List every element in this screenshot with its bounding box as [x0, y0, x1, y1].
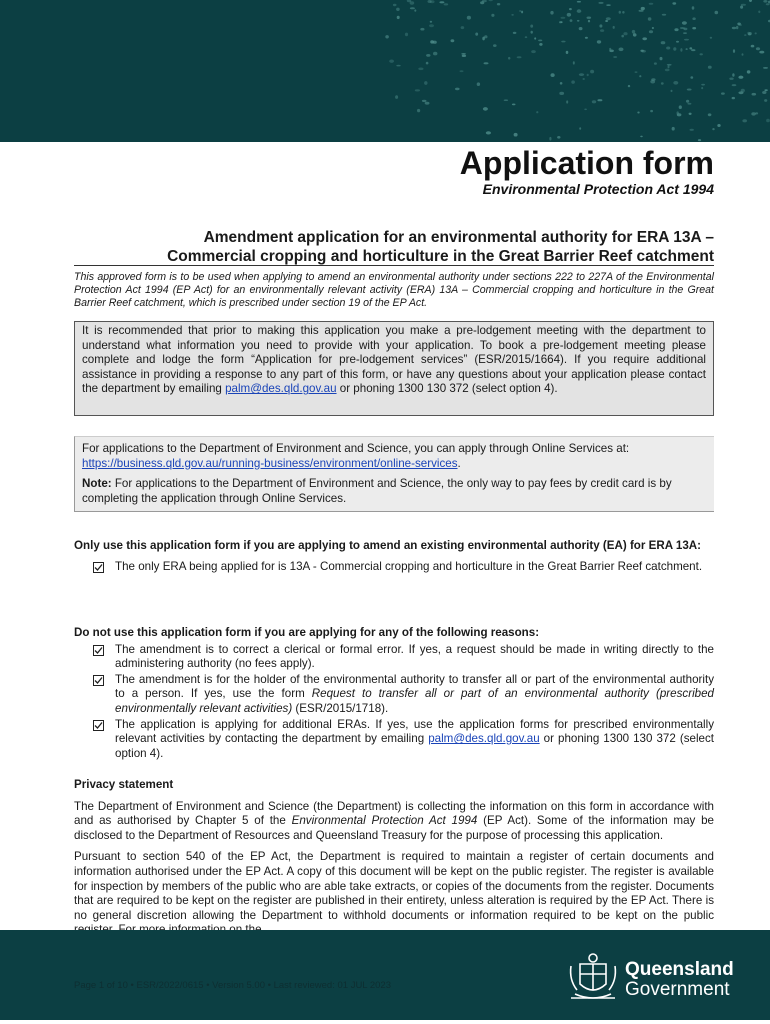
decorative-dot — [587, 74, 589, 76]
decorative-dot — [692, 17, 695, 20]
online-services-text: For applications to the Department of Environment and Science, you can apply through Online Services at: — [82, 442, 630, 455]
bottom-strip — [0, 1020, 770, 1024]
decorative-dot — [738, 91, 743, 94]
decorative-dot — [687, 103, 691, 105]
decorative-dot — [744, 34, 746, 36]
decorative-dot — [429, 24, 434, 27]
decorative-dot — [708, 66, 712, 69]
decorative-dot — [672, 2, 676, 4]
decorative-dot — [417, 109, 420, 112]
prelodgement-info-box — [74, 321, 714, 416]
decorative-dot — [430, 40, 434, 43]
decorative-dot — [405, 33, 408, 37]
decorative-dot — [577, 20, 580, 22]
decorative-dot — [475, 33, 478, 36]
decorative-dot — [673, 81, 678, 85]
decorative-dot — [650, 80, 655, 84]
decorative-dot — [635, 71, 638, 73]
do-not-use-item-text-end: (ESR/2015/1718). — [292, 701, 389, 715]
do-not-use-item-text: The application is applying for additional ERAs. If yes, use the application forms for prescribed environmentally relevant activities by contacting the department by emailing — [115, 717, 714, 746]
decorative-dot — [577, 1, 581, 3]
decorative-dot — [410, 7, 415, 9]
online-services-box — [74, 436, 714, 512]
decorative-dot — [619, 48, 624, 52]
decorative-dot — [433, 52, 437, 56]
decorative-dot — [579, 27, 583, 30]
decorative-dot — [425, 102, 430, 105]
decorative-dot — [531, 31, 533, 34]
decorative-dot — [418, 68, 423, 71]
decorative-dot — [583, 78, 585, 80]
prelodgement-text: It is recommended that prior to making this application you make a pre-lodgement meeting with the department to understand what information you need to provide with your application. To book a pre-lodgement meeting please complete and lodge the form “Application for pre-lodgement services” (ESR/2015/1664). If you require additional assistance in providing a response to any part of this form, or have any questions about your application please contact the department by emailing — [82, 324, 706, 396]
decorative-dot — [715, 11, 719, 15]
privacy-section — [74, 778, 714, 938]
decorative-dot — [585, 37, 588, 39]
logo-text-government: Government — [625, 979, 730, 1000]
privacy-text: The Department of Environment and Science (the Department) is collecting the information on this form in accordance with and as authorised by Chapter 5 of the — [74, 799, 714, 828]
checked-box-icon — [93, 645, 104, 656]
decorative-dot — [701, 84, 705, 86]
decorative-dot — [428, 0, 432, 3]
decorative-dot — [732, 27, 736, 29]
decorative-dot — [491, 14, 494, 17]
decorative-dot — [674, 28, 678, 31]
decorative-dot — [420, 28, 424, 31]
decorative-dot — [486, 131, 491, 134]
decorative-dot — [606, 17, 611, 20]
decorative-dot — [477, 82, 480, 86]
decorative-dot — [414, 9, 416, 11]
decorative-dot — [424, 81, 427, 85]
coat-of-arms-icon — [565, 950, 621, 1006]
decorative-dot — [747, 70, 751, 73]
decorative-dot — [640, 136, 643, 138]
decorative-dot — [534, 37, 536, 39]
decorative-dot — [426, 54, 430, 57]
decorative-dot — [539, 43, 542, 46]
decorative-dot — [758, 11, 760, 14]
decorative-dot — [444, 3, 449, 5]
note-text: For applications to the Department of Environment and Science, the only way to pay fees by credit card is by completing the application through Online Services. — [82, 477, 672, 505]
decorative-dot — [700, 53, 703, 55]
decorative-dot — [749, 0, 752, 2]
decorative-dot — [584, 109, 587, 111]
decorative-dot — [430, 21, 432, 23]
decorative-dot — [451, 39, 455, 42]
privacy-paragraph-2: Pursuant to section 540 of the EP Act, the Department is required to maintain a register of certain documents and information authorised under the EP Act. A copy of this document will be kept on the public register. The register is available for inspection by members of the public who are able take extracts, or copies of the documents from the register. Documents that are required to be kept on the register are published in their entirety, unless alteration is required by the EP Act. There is no general discretion allowing the Department to withhold documents or information required to be kept on the public — [74, 850, 714, 922]
decorative-dot — [639, 75, 641, 77]
decorative-dot — [641, 7, 645, 10]
decorative-dot — [721, 92, 725, 94]
do-not-use-item-text: The amendment is to correct a clerical or formal error. If yes, a request should be made in writing directly to the administering authority (no fees apply). — [115, 642, 714, 671]
decorative-dot — [482, 37, 485, 41]
decorative-dot — [648, 17, 652, 20]
decorative-dot — [639, 10, 644, 12]
decorative-dot — [751, 112, 756, 115]
decorative-dot — [672, 127, 675, 131]
do-not-use-item-text-end: or phoning 1300 130 372 (select option 4). — [115, 732, 714, 760]
decorative-dot — [755, 32, 757, 34]
decorative-dot — [736, 26, 738, 30]
decorative-dot — [740, 6, 743, 9]
decorative-dot — [710, 37, 712, 39]
header-banner — [0, 0, 770, 142]
checked-box-icon — [93, 720, 104, 731]
decorative-dot — [561, 17, 566, 19]
decorative-dot — [519, 10, 521, 12]
decorative-dot — [597, 40, 601, 43]
decorative-dot — [559, 92, 564, 95]
do-not-use-item — [74, 718, 714, 762]
decorative-dot — [649, 3, 654, 5]
decorative-dot — [633, 33, 637, 36]
do-not-use-heading: Do not use this application form if you are applying for any of the following reasons: — [74, 626, 540, 639]
decorative-dot — [493, 44, 497, 47]
checked-box-icon — [93, 562, 104, 573]
decorative-dot — [613, 56, 617, 58]
decorative-dot — [682, 21, 687, 24]
decorative-dot — [560, 21, 562, 23]
decorative-dot — [733, 49, 735, 53]
decorative-dot — [689, 113, 692, 115]
decorative-dot — [766, 3, 770, 5]
decorative-dot — [536, 111, 538, 113]
heading-divider — [74, 265, 714, 266]
decorative-dot — [531, 50, 536, 53]
decorative-dot — [687, 89, 692, 91]
decorative-dot — [567, 13, 571, 17]
decorative-dot — [484, 62, 489, 64]
intro-text: This approved form is to be used when applying to amend an environmental authority under sections 222 to 227A of the Environmental Protection Act 1994 (EP Act) for an environmentally relevant activity (ERA) 13A – Commercial cropping and horticulture in the Great Barrier Reef catchment, which is prescribed under section 19 of the EP Act. — [74, 271, 714, 309]
decorative-dot — [742, 119, 747, 122]
decorative-dot — [732, 73, 734, 77]
online-services-link[interactable]: https://business.qld.gov.au/running-business/environment/online-services — [82, 456, 458, 470]
decorative-dot — [557, 136, 560, 139]
decorative-dot — [530, 25, 533, 28]
decorative-dot — [460, 70, 464, 72]
decorative-dot — [763, 67, 768, 69]
decorative-dot — [560, 82, 563, 85]
decorative-dot — [729, 78, 733, 80]
do-not-use-section — [74, 626, 714, 761]
decorative-dot — [654, 62, 657, 64]
decorative-dot — [717, 124, 720, 127]
privacy-paragraph — [74, 800, 714, 844]
decorative-dot — [671, 90, 673, 92]
decorative-dot — [517, 56, 522, 58]
do-not-use-item — [74, 643, 714, 672]
decorative-dot — [590, 70, 594, 74]
decorative-dot — [514, 133, 518, 137]
logo-text-queensland: Queensland — [625, 959, 734, 980]
only-use-item-text: The only ERA being applied for is 13A - Commercial cropping and horticulture in the Great Barrier Reef catchment. — [115, 559, 703, 573]
decorative-dot — [683, 32, 687, 34]
decorative-dot — [439, 1, 444, 3]
decorative-dot — [650, 110, 653, 112]
decorative-dot — [566, 100, 568, 103]
decorative-dot — [665, 69, 670, 72]
decorative-dot — [385, 35, 389, 38]
decorative-dot — [666, 47, 670, 50]
decorative-dot — [759, 51, 764, 54]
decorative-dot — [677, 113, 682, 116]
decorative-dot — [483, 107, 488, 111]
url-suffix: . — [457, 456, 461, 470]
decorative-dot — [738, 24, 742, 26]
decorative-dot — [569, 8, 572, 10]
decorative-dot — [748, 33, 751, 35]
decorative-dot — [691, 49, 695, 51]
decorative-dot — [573, 61, 575, 64]
decorative-dot — [732, 84, 737, 86]
decorative-dot — [597, 99, 602, 101]
decorative-dot — [673, 47, 676, 50]
decorative-dot — [628, 85, 630, 87]
decorative-dot — [684, 39, 689, 41]
decorative-dot — [632, 30, 635, 34]
decorative-dot — [606, 4, 611, 6]
decorative-dot — [571, 80, 575, 83]
decorative-dot — [756, 47, 760, 50]
decorative-dot — [579, 127, 581, 130]
only-use-item — [74, 560, 714, 575]
decorative-dot — [415, 89, 420, 91]
decorative-dot — [661, 82, 664, 84]
decorative-dot — [613, 26, 615, 29]
decorative-dot — [637, 112, 639, 114]
only-use-section — [74, 539, 714, 574]
decorative-dot — [570, 19, 573, 22]
decorative-dot — [751, 45, 755, 48]
decorative-dot — [525, 36, 528, 38]
decorative-dot — [577, 9, 582, 13]
decorative-dot — [521, 11, 523, 14]
decorative-dot — [508, 57, 510, 60]
decorative-dot — [701, 87, 703, 89]
decorative-dot — [393, 4, 397, 6]
decorative-dot — [660, 57, 663, 60]
act-subtitle: Environmental Protection Act 1994 — [482, 181, 714, 197]
page-title: Application form — [459, 145, 714, 181]
decorative-dot — [686, 48, 688, 50]
decorative-dot — [738, 76, 743, 79]
decorative-dot — [621, 35, 624, 38]
decorative-dot — [692, 6, 695, 9]
decorative-dot — [766, 119, 770, 123]
decorative-dot — [732, 97, 735, 99]
privacy-heading: Privacy statement — [74, 778, 174, 791]
decorative-dot — [513, 32, 517, 34]
decorative-dot — [668, 66, 670, 69]
decorative-dot — [649, 30, 653, 33]
checked-box-icon — [93, 675, 104, 686]
decorative-dot — [642, 37, 647, 40]
decorative-dot — [676, 41, 679, 43]
decorative-dot — [762, 91, 766, 94]
decorative-dot — [641, 50, 646, 53]
decorative-dot — [549, 137, 551, 141]
decorative-dot — [497, 3, 500, 5]
decorative-dot — [467, 16, 471, 20]
do-not-use-item — [74, 673, 714, 717]
form-heading-line2: Commercial cropping and horticulture in the Great Barrier Reef catchment — [167, 248, 714, 265]
decorative-dot — [550, 11, 553, 15]
decorative-dot — [690, 76, 693, 79]
queensland-government-logo — [565, 950, 734, 1005]
prelodgement-text-end: or phoning 1300 130 372 (select option 4). — [336, 382, 558, 396]
title-block — [460, 145, 714, 197]
page-info: Page 1 of 10 • ESR/2022/0615 • Version 5.00 • Last reviewed: 01 JUL 2023 — [74, 980, 392, 991]
act-name-italic: Environmental Protection Act 1994 — [291, 814, 478, 828]
decorative-dot — [609, 50, 614, 53]
decorative-dot — [764, 99, 767, 102]
decorative-dot — [698, 139, 701, 141]
decorative-dot — [622, 11, 624, 14]
decorative-dot — [396, 8, 400, 11]
decorative-dot — [504, 99, 508, 101]
decorative-dot — [692, 27, 696, 29]
decorative-dot — [396, 65, 400, 67]
decorative-dot — [512, 104, 516, 106]
decorative-dot — [426, 62, 429, 65]
decorative-dot — [742, 53, 744, 56]
decorative-dot — [397, 16, 400, 19]
decorative-dot — [679, 105, 682, 109]
decorative-dot — [455, 88, 460, 91]
decorative-dot — [511, 14, 514, 16]
decorative-dot — [662, 14, 666, 16]
decorative-dot — [667, 64, 672, 66]
email-link[interactable]: palm@des.qld.gov.au — [428, 732, 540, 746]
decorative-dot — [592, 100, 596, 103]
decorative-dot — [661, 41, 666, 44]
decorative-dot — [712, 128, 714, 130]
form-heading-line1: Amendment application for an environmental authority for ERA 13A – — [203, 229, 714, 246]
decorative-dot — [462, 55, 466, 57]
decorative-dot — [579, 73, 584, 76]
decorative-dot — [652, 27, 654, 29]
decorative-dot — [538, 40, 542, 42]
decorative-dot — [605, 20, 608, 22]
decorative-dot — [588, 20, 590, 23]
decorative-dot — [599, 24, 602, 27]
decorative-dot — [689, 47, 692, 49]
decorative-dot — [690, 129, 694, 131]
decorative-dot — [461, 53, 466, 55]
decorative-dot — [623, 32, 627, 35]
decorative-dot — [422, 100, 427, 102]
decorative-dot — [752, 93, 757, 96]
decorative-dot — [600, 29, 604, 32]
decorative-dot — [395, 95, 398, 99]
decorative-dot — [461, 26, 465, 29]
note-label: Note: — [82, 477, 112, 491]
decorative-dot — [566, 51, 569, 54]
only-use-heading: Only use this application form if you are applying to amend an existing environmental authority (EA) for ERA 13A: — [74, 539, 702, 552]
decorative-dot — [561, 41, 565, 43]
footer-banner — [0, 930, 770, 1020]
decorative-dot — [708, 113, 712, 116]
decorative-dot — [489, 0, 493, 1]
decorative-dot — [680, 48, 682, 52]
decorative-dot — [680, 27, 685, 29]
decorative-dot — [764, 89, 767, 91]
decorative-dot — [741, 4, 746, 6]
do-not-use-item-text: The amendment is for the holder of the environmental authority to transfer all or part of the environmental authority to a person. If yes, use the form — [115, 672, 714, 701]
privacy-text-end: (EP Act). Some of the information may be disclosed to the Department of Resources and Queensland Treasury for the purpose of processing this application. — [74, 814, 714, 842]
decorative-dot — [686, 100, 689, 103]
decorative-dot — [551, 73, 555, 77]
decorative-dot — [587, 17, 592, 19]
form-name-italic: Request to transfer all or part of an environmental authority (prescribed environmentally relevant activities) — [115, 687, 714, 715]
form-heading — [74, 228, 714, 266]
decorative-dot-pattern — [0, 0, 770, 142]
decorative-dot — [763, 0, 767, 3]
decorative-dot — [619, 11, 621, 14]
email-link[interactable]: palm@des.qld.gov.au — [225, 382, 337, 396]
decorative-dot — [598, 2, 603, 4]
decorative-dot — [389, 60, 394, 63]
